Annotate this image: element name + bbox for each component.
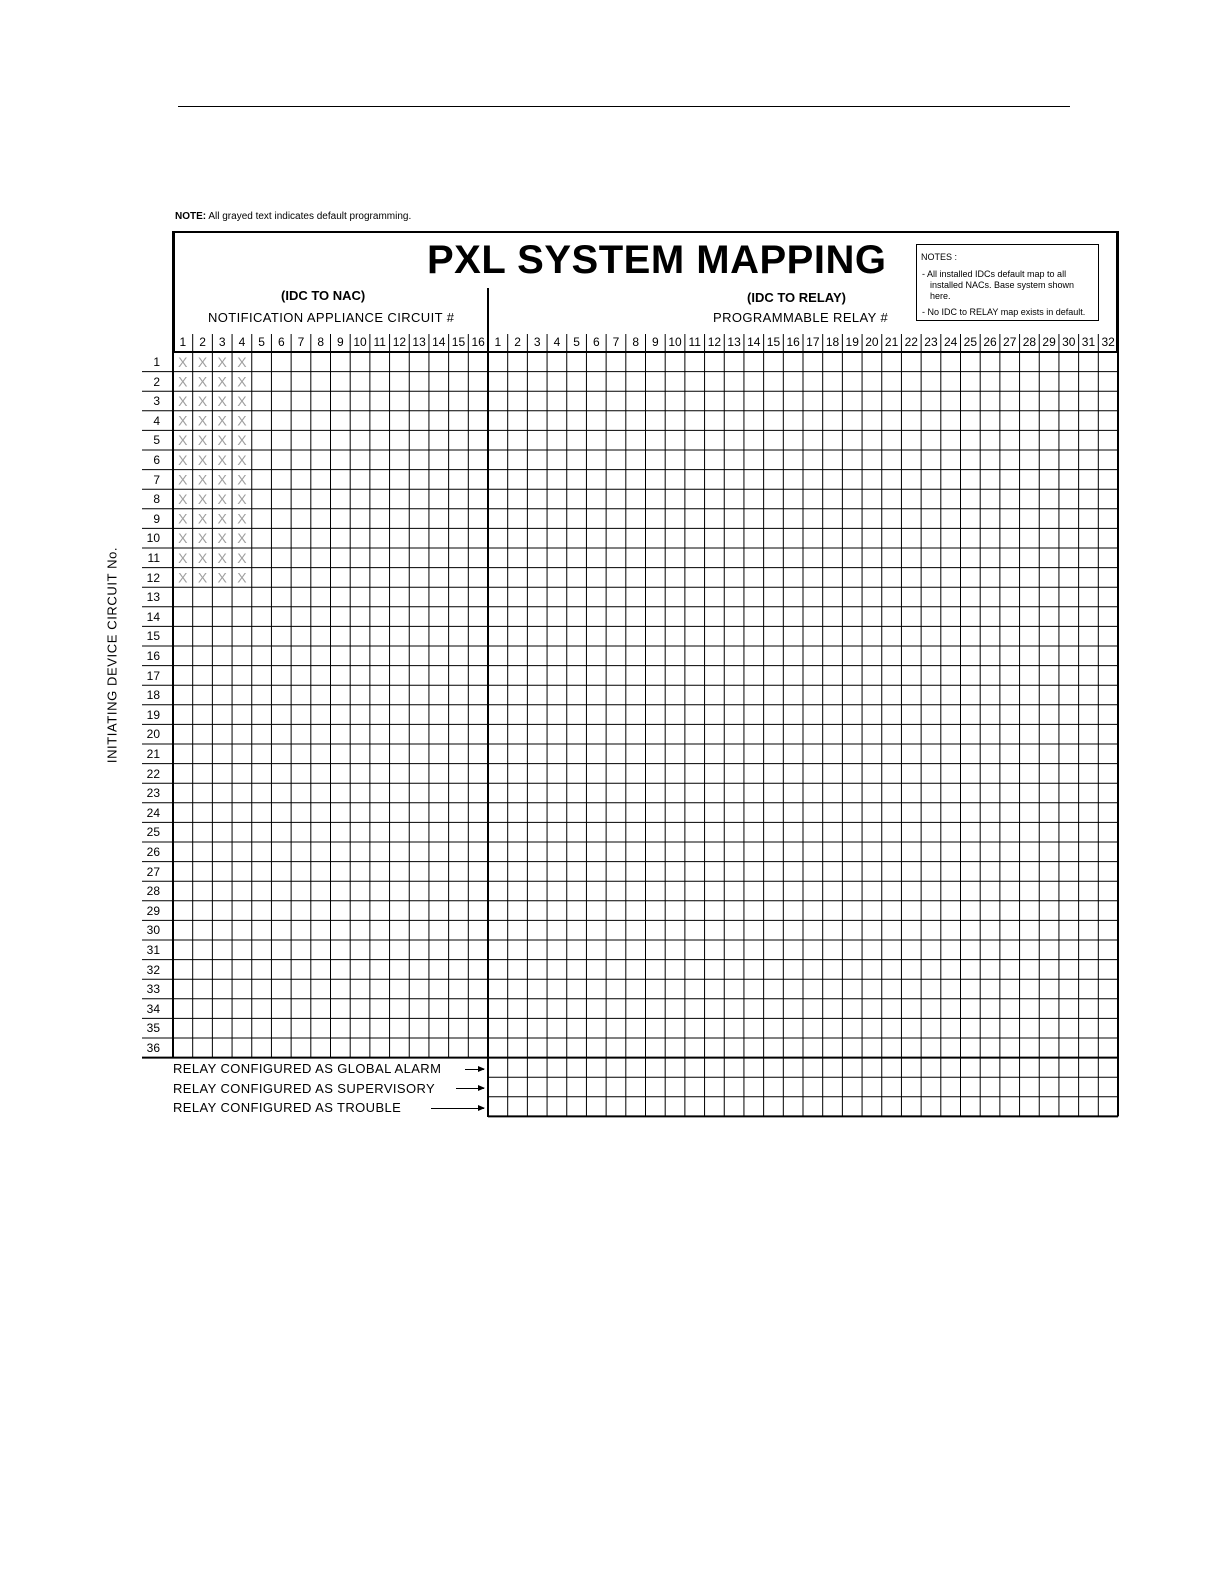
idc-row-header: 20 [146, 727, 160, 742]
relay-column-header: 28 [1022, 335, 1037, 349]
relay-column-header: 14 [747, 335, 761, 349]
relay-column-header: 25 [963, 335, 978, 349]
default-map-mark: X [178, 393, 188, 409]
relay-column-header: 27 [1003, 335, 1017, 349]
default-map-mark: X [197, 530, 208, 547]
default-map-mark: X [237, 549, 247, 566]
relay-section-title: (IDC TO RELAY) [747, 290, 846, 305]
idc-row-header: 34 [146, 1001, 160, 1016]
default-map-mark: X [197, 491, 208, 507]
relay-column-header: 22 [904, 335, 918, 349]
relay-column-header: 8 [632, 335, 639, 349]
notes-item-1: - All installed IDCs default map to all installed NACs. Base system shown here. [922, 269, 1075, 301]
default-map-mark: X [197, 412, 208, 429]
idc-row-header: 33 [146, 982, 160, 997]
default-map-mark: X [178, 451, 188, 468]
default-map-mark: X [197, 373, 208, 390]
relay-column-header: 11 [688, 335, 701, 349]
default-map-mark: X [178, 510, 188, 527]
idc-row-header: 9 [153, 511, 160, 526]
relay-column-header: 26 [983, 335, 997, 349]
relay-config-label-global-alarm: RELAY CONFIGURED AS GLOBAL ALARM [173, 1061, 442, 1076]
default-map-mark: X [237, 491, 247, 507]
relay-column-header: 15 [766, 335, 781, 349]
idc-row-header: 29 [146, 903, 160, 918]
nac-column-header: 6 [277, 335, 285, 349]
relay-column-header: 30 [1062, 335, 1076, 349]
relay-column-header: 19 [845, 335, 859, 349]
idc-row-header: 27 [146, 864, 160, 879]
relay-column-header: 2 [514, 335, 521, 349]
default-map-mark: X [237, 451, 247, 468]
arrow-right-icon [431, 1108, 484, 1109]
nac-column-header: 1 [179, 335, 187, 349]
default-map-mark: X [217, 373, 227, 390]
relay-column-header: 17 [806, 335, 820, 349]
relay-column-header: 3 [533, 335, 541, 349]
default-map-mark: X [237, 432, 247, 449]
relay-column-header: 12 [707, 335, 722, 349]
idc-row-header: 1 [153, 355, 160, 369]
idc-row-header: 8 [153, 492, 160, 507]
default-map-mark: X [197, 471, 208, 488]
default-map-mark: X [178, 353, 188, 370]
idc-row-header: 18 [146, 688, 160, 703]
idc-row-header: 5 [153, 433, 160, 448]
nac-column-header: 2 [199, 335, 206, 349]
relay-column-header: 18 [825, 335, 840, 349]
idc-row-header: 11 [147, 551, 160, 565]
idc-row-header: 32 [146, 962, 160, 977]
note-text: All grayed text indicates default programming. [208, 211, 412, 222]
default-map-mark: X [237, 373, 247, 390]
idc-row-header: 13 [146, 590, 160, 605]
default-map-mark: X [197, 510, 208, 527]
nac-column-header: 15 [451, 335, 466, 349]
relay-column-header: 13 [727, 335, 741, 349]
relay-column-header: 9 [652, 335, 659, 349]
idc-row-header: 26 [146, 845, 160, 859]
default-map-mark: X [217, 451, 227, 468]
nac-section-subtitle: NOTIFICATION APPLIANCE CIRCUIT # [208, 310, 455, 325]
nac-column-header: 5 [258, 335, 265, 349]
default-map-mark: X [217, 432, 227, 449]
idc-row-header: 16 [146, 649, 160, 663]
idc-row-header: 35 [146, 1021, 160, 1036]
nac-column-header: 7 [297, 335, 305, 349]
default-map-mark: X [197, 393, 208, 409]
default-map-mark: X [217, 549, 227, 566]
nac-section-title: (IDC TO NAC) [281, 288, 366, 303]
default-map-mark: X [217, 412, 227, 429]
relay-column-header: 4 [553, 335, 561, 349]
arrow-right-icon [465, 1069, 484, 1070]
idc-row-header: 6 [153, 453, 160, 467]
notes-heading: NOTES : [921, 252, 958, 262]
idc-row-header: 14 [146, 609, 160, 624]
default-map-mark: X [178, 412, 188, 429]
default-map-mark: X [197, 353, 208, 370]
note-label: NOTE: [175, 211, 207, 222]
arrow-right-icon [456, 1088, 484, 1089]
idc-row-header: 30 [146, 923, 160, 938]
default-map-mark: X [237, 353, 247, 370]
idc-row-header: 25 [146, 825, 160, 840]
relay-config-label-supervisory: RELAY CONFIGURED AS SUPERVISORY [173, 1081, 436, 1096]
nac-column-header: 4 [238, 335, 246, 349]
idc-row-header: 28 [146, 884, 160, 899]
nac-column-header: 12 [392, 335, 407, 349]
idc-row-header: 21 [146, 747, 160, 761]
default-map-mark: X [237, 471, 247, 488]
relay-column-header: 23 [924, 335, 938, 349]
nac-column-header: 3 [218, 335, 226, 349]
nac-column-header: 16 [471, 335, 485, 349]
relay-column-header: 1 [494, 335, 502, 349]
default-map-mark: X [217, 510, 227, 527]
relay-column-header: 24 [943, 335, 958, 349]
notes-item-2: - No IDC to RELAY map exists in default. [922, 307, 1086, 317]
nac-column-header: 10 [353, 335, 367, 349]
default-map-mark: X [178, 373, 188, 390]
idc-row-header: 15 [146, 629, 160, 644]
idc-row-header: 23 [146, 786, 160, 801]
idc-row-header: 2 [153, 374, 160, 389]
relay-column-header: 29 [1042, 335, 1056, 349]
default-map-mark: X [178, 549, 188, 566]
idc-row-header: 10 [146, 531, 160, 546]
idc-row-header: 31 [146, 943, 160, 957]
default-map-mark: X [237, 412, 247, 429]
relay-column-header: 20 [865, 335, 879, 349]
nac-column-header: 11 [373, 335, 386, 349]
default-map-mark: X [237, 393, 247, 409]
page-title: PXL SYSTEM MAPPING [427, 238, 887, 282]
nac-column-header: 9 [337, 335, 344, 349]
relay-column-header: 6 [592, 335, 600, 349]
relay-column-header: 10 [668, 335, 682, 349]
default-map-mark: X [237, 530, 247, 547]
idc-row-header: 12 [146, 570, 160, 585]
default-map-mark: X [237, 569, 247, 586]
idc-row-header: 4 [153, 413, 160, 428]
default-map-mark: X [197, 549, 208, 566]
idc-row-header: 19 [146, 707, 160, 722]
relay-config-label-trouble: RELAY CONFIGURED AS TROUBLE [173, 1100, 402, 1115]
default-map-mark: X [217, 569, 227, 586]
idc-row-header: 17 [146, 668, 160, 683]
default-map-mark: X [178, 569, 188, 586]
default-map-mark: X [197, 569, 208, 586]
default-map-mark: X [197, 432, 208, 449]
relay-column-header: 32 [1101, 335, 1115, 349]
default-map-mark: X [217, 530, 227, 547]
idc-row-header: 7 [153, 472, 160, 487]
default-map-mark: X [178, 471, 188, 488]
default-map-mark: X [217, 471, 227, 488]
side-axis-label: INITIATING DEVICE CIRCUIT No. [104, 546, 120, 764]
idc-row-header: 24 [146, 805, 160, 820]
default-map-mark: X [217, 353, 227, 370]
idc-row-header: 3 [153, 394, 160, 409]
nac-column-header: 13 [412, 335, 426, 349]
idc-row-header: 36 [146, 1041, 160, 1055]
relay-column-header: 16 [786, 335, 800, 349]
nac-column-header: 8 [317, 335, 324, 349]
idc-row-header: 22 [146, 766, 160, 781]
default-map-mark: X [178, 530, 188, 547]
default-map-mark: X [197, 451, 208, 468]
relay-column-header: 5 [573, 335, 580, 349]
default-map-mark: X [217, 491, 227, 507]
relay-column-header: 21 [884, 335, 899, 349]
nac-column-header: 14 [432, 335, 446, 349]
relay-section-subtitle: PROGRAMMABLE RELAY # [713, 310, 889, 325]
relay-column-header: 7 [612, 335, 620, 349]
default-map-mark: X [237, 510, 247, 527]
default-map-mark: X [178, 432, 188, 449]
default-map-mark: X [217, 393, 227, 409]
default-map-mark: X [178, 491, 188, 507]
relay-column-header: 31 [1081, 335, 1096, 349]
